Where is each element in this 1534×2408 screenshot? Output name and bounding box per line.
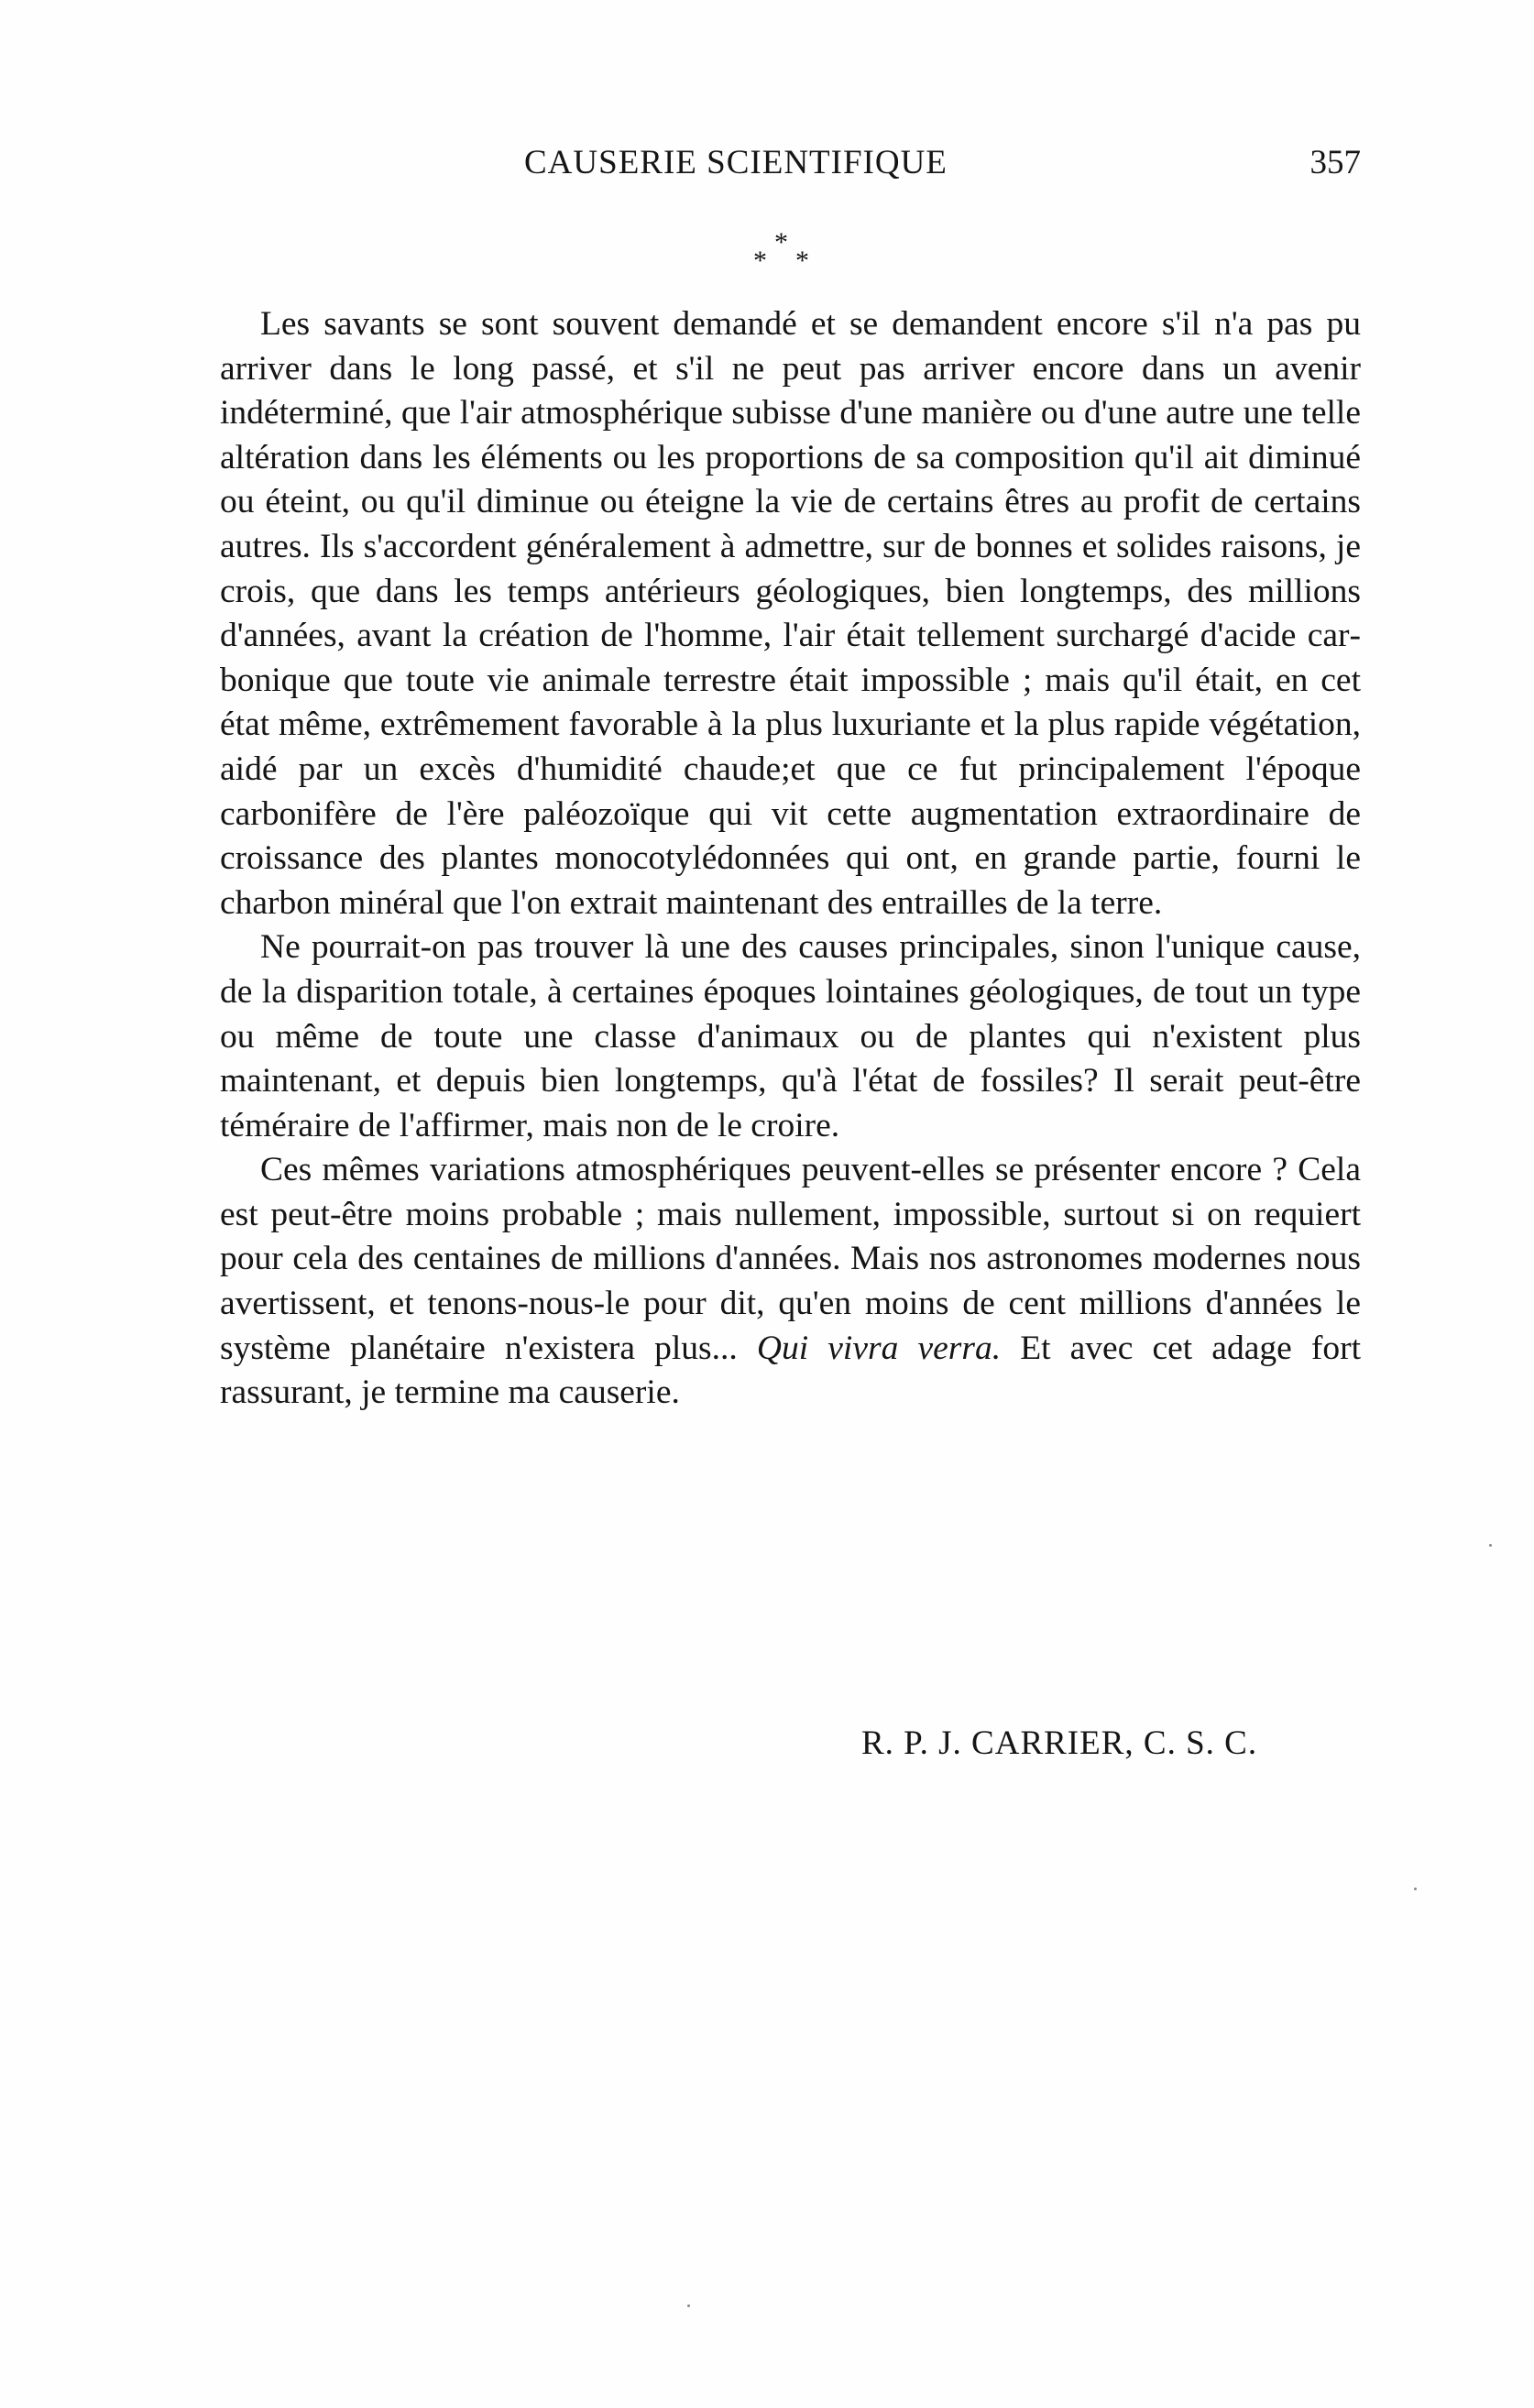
- paragraph-3-italic-phrase: Qui vivra verra.: [756, 1329, 1002, 1367]
- paper-speck: [687, 2304, 690, 2307]
- paragraph-2: Ne pourrait-on pas trouver là une des causes principales, sinon l'unique cause, de la disparition totale, à certaines époques lointaines géologiques, de tout un type ou même de toute une classe d'animaux ou de plantes qui n'existent plus maintenant, et depuis bien longtemps, qu'à l'état de fossiles? Il serait peut-être téméraire de l'affirmer, mais non de le croire.: [220, 928, 1361, 1144]
- asterisk-top: *: [774, 227, 788, 257]
- paragraph-1: Les savants se sont souvent demandé et se demandent encore s'il n'a pas pu arriver dans le long passé, et s'il ne peut pas arriver encore dans un avenir indéterminé, que l'air atmosphérique subisse d'une manière ou d'une autre une telle altération dans les éléments ou les proportions de sa composition qu'il ait diminué ou éteint, ou qu'il diminue ou éteigne la vie de certains êtres au profit de certains autres. Ils s'accordent généralement à admettre, sur de bonnes et solides raisons, je crois, que dans les temps antérieurs géologiques, bien longtemps, des millions d'années, avant la création de l'homme, l'air était tellement surchargé d'acide carbonique que toute vie animale terrestre était impossible ; mais qu'il était, en cet état même, extrêmement favorable à la plus luxuriante et la plus rapide végétation, aidé par un excès d'humidité chaude;et que ce fut principalement l'époque carbonifère de l'ère paléozoïque qui vit cette augmentation extraordinaire de croissance des plantes monocotylédonnées qui ont, en grande partie, fourni le charbon minéral que l'on extrait maintenant des entrailles de la terre.: [220, 305, 1361, 922]
- paper-speck: [1414, 1888, 1417, 1890]
- running-head: [220, 137, 1361, 189]
- page-number: 357: [1309, 144, 1361, 181]
- asterism-divider: [747, 227, 820, 276]
- paragraph-3-text-end: Et avec cet adage fort rassurant, je termine ma causerie.: [220, 1329, 1362, 1412]
- paragraph-3-text: Ces mêmes variations atmosphériques peuvent-elles se présenter encore ? Cela est peut-être moins probable ; mais nullement, impossible, surtout si on requiert pour cela des centaines de millions d'années. Mais nos astronomes modernes nous avertissent, et tenons-nous-le pour dit, qu'en moins de cent millions d'années le système planétaire n'existera plus...: [220, 1151, 1361, 1367]
- running-title: CAUSERIE SCIENTIFIQUE: [524, 144, 948, 181]
- paper-speck: [1489, 1544, 1492, 1547]
- asterisk-left: *: [753, 246, 767, 276]
- asterisk-right: *: [795, 246, 809, 276]
- paragraph-3: [220, 1148, 1361, 1416]
- author-signature: R. P. J. CARRIER, C. S. C.: [861, 1724, 1258, 1762]
- body-text: [220, 302, 1361, 1416]
